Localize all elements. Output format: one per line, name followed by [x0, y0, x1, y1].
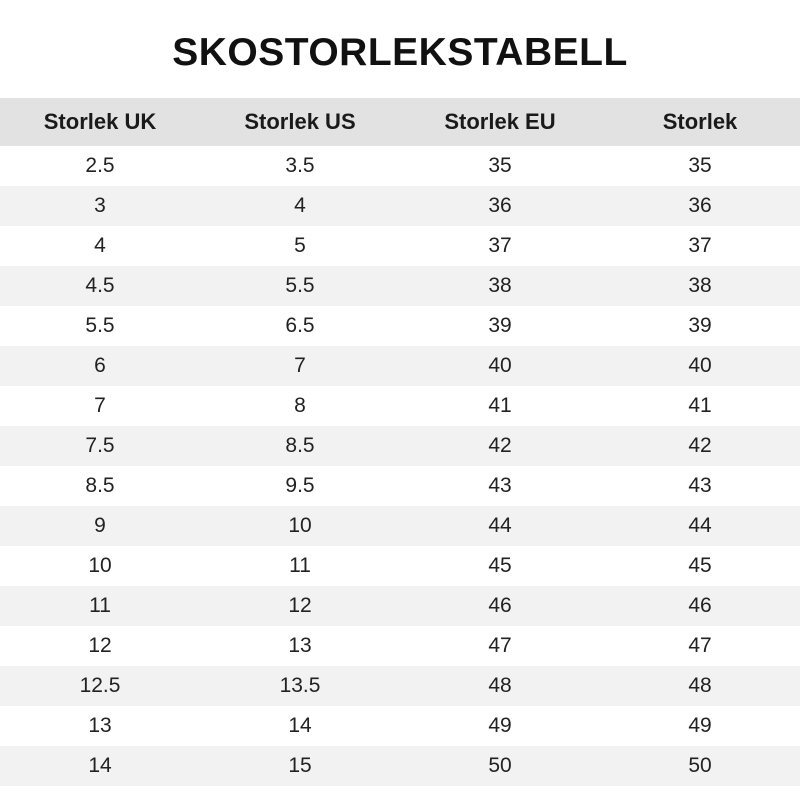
cell-size: 38 [600, 266, 800, 306]
cell-eu: 40 [400, 346, 600, 386]
cell-us: 4 [200, 186, 400, 226]
table-row [0, 346, 800, 386]
cell-uk: 11 [0, 586, 200, 626]
cell-us: 11 [200, 546, 400, 586]
cell-size: 46 [600, 586, 800, 626]
cell-size: 48 [600, 666, 800, 706]
page-title: SKOSTORLEKSTABELL [172, 31, 628, 74]
cell-eu: 47 [400, 626, 600, 666]
cell-size: 36 [600, 186, 800, 226]
table-row [0, 626, 800, 666]
table-row [0, 186, 800, 226]
cell-eu: 44 [400, 506, 600, 546]
cell-eu: 36 [400, 186, 600, 226]
cell-uk: 13 [0, 706, 200, 746]
cell-uk: 10 [0, 546, 200, 586]
cell-uk: 2.5 [0, 146, 200, 186]
cell-eu: 43 [400, 466, 600, 506]
table-body [0, 146, 800, 786]
column-header-size: Storlek [600, 98, 800, 146]
cell-eu: 48 [400, 666, 600, 706]
cell-us: 5 [200, 226, 400, 266]
cell-us: 6.5 [200, 306, 400, 346]
column-header-eu: Storlek EU [400, 98, 600, 146]
column-header-uk: Storlek UK [0, 98, 200, 146]
column-header-us: Storlek US [200, 98, 400, 146]
cell-size: 37 [600, 226, 800, 266]
table-row [0, 666, 800, 706]
table-row [0, 586, 800, 626]
cell-size: 47 [600, 626, 800, 666]
cell-eu: 49 [400, 706, 600, 746]
table-row [0, 226, 800, 266]
cell-uk: 9 [0, 506, 200, 546]
cell-us: 5.5 [200, 266, 400, 306]
cell-eu: 42 [400, 426, 600, 466]
cell-uk: 12.5 [0, 666, 200, 706]
cell-us: 14 [200, 706, 400, 746]
cell-uk: 4.5 [0, 266, 200, 306]
cell-size: 43 [600, 466, 800, 506]
table-row [0, 746, 800, 786]
cell-size: 49 [600, 706, 800, 746]
cell-us: 10 [200, 506, 400, 546]
cell-us: 15 [200, 746, 400, 786]
cell-us: 9.5 [200, 466, 400, 506]
cell-eu: 41 [400, 386, 600, 426]
cell-size: 41 [600, 386, 800, 426]
cell-eu: 39 [400, 306, 600, 346]
cell-size: 39 [600, 306, 800, 346]
cell-us: 3.5 [200, 146, 400, 186]
table-header [0, 98, 800, 146]
cell-us: 7 [200, 346, 400, 386]
cell-eu: 37 [400, 226, 600, 266]
table-row [0, 386, 800, 426]
table-row [0, 466, 800, 506]
cell-uk: 12 [0, 626, 200, 666]
cell-uk: 14 [0, 746, 200, 786]
cell-size: 45 [600, 546, 800, 586]
cell-uk: 7 [0, 386, 200, 426]
cell-size: 42 [600, 426, 800, 466]
cell-size: 40 [600, 346, 800, 386]
cell-eu: 46 [400, 586, 600, 626]
cell-us: 8.5 [200, 426, 400, 466]
table-header-row [0, 98, 800, 146]
cell-uk: 4 [0, 226, 200, 266]
cell-uk: 5.5 [0, 306, 200, 346]
cell-uk: 6 [0, 346, 200, 386]
cell-size: 44 [600, 506, 800, 546]
table-row [0, 426, 800, 466]
cell-us: 13 [200, 626, 400, 666]
cell-us: 13.5 [200, 666, 400, 706]
cell-eu: 38 [400, 266, 600, 306]
cell-eu: 45 [400, 546, 600, 586]
table-row [0, 506, 800, 546]
table-row [0, 306, 800, 346]
cell-uk: 3 [0, 186, 200, 226]
table-row [0, 706, 800, 746]
table-row [0, 266, 800, 306]
cell-eu: 35 [400, 146, 600, 186]
cell-uk: 7.5 [0, 426, 200, 466]
cell-size: 50 [600, 746, 800, 786]
cell-us: 12 [200, 586, 400, 626]
table-row [0, 546, 800, 586]
cell-us: 8 [200, 386, 400, 426]
cell-eu: 50 [400, 746, 600, 786]
shoe-size-table [0, 98, 800, 786]
table-row [0, 146, 800, 186]
cell-uk: 8.5 [0, 466, 200, 506]
cell-size: 35 [600, 146, 800, 186]
